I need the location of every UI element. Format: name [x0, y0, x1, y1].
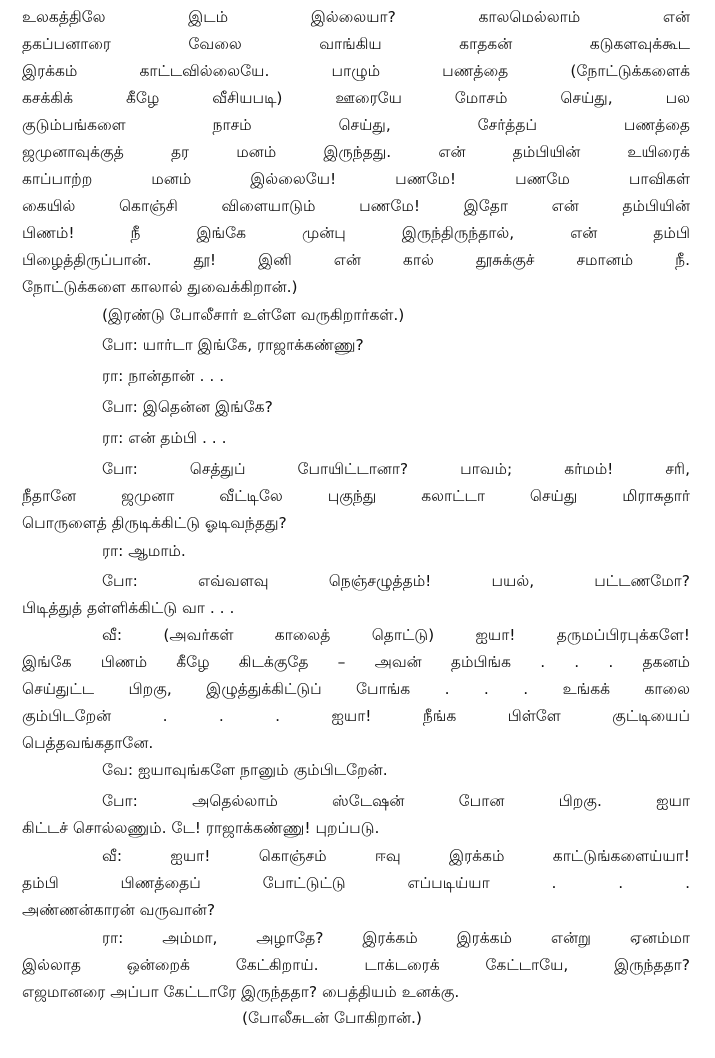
dialogue-paragraph: [22, 788, 690, 842]
text-line: பெத்தவங்கதானே.: [22, 734, 154, 752]
text-line: உலகத்திலே இடம் இல்லையா? காலமெல்லாம் என்: [22, 8, 690, 26]
text-line: நோட்டுக்களை காலால் துவைக்கிறான்.): [22, 278, 298, 296]
text-line: இல்லாத ஒன்றைக் கேட்கிறாய். டாக்டரைக் கேட்டாயே, இருந்ததா?: [22, 956, 690, 974]
text-line: கசக்கிக் கீழே வீசியபடி) ஊரையே மோசம் செய்து, பல: [22, 89, 690, 107]
stage-direction: [22, 1005, 690, 1032]
stage-direction: [22, 302, 690, 329]
text-line: வே: ஐயாவுங்களே நானும் கும்பிடறேன்.: [102, 761, 388, 779]
text-line: ரா: ஆமாம்.: [102, 542, 186, 560]
text-line: குடும்பங்களை நாசம் செய்து, சேர்த்தப் பணத்தை: [22, 116, 690, 134]
dialogue-line: [22, 425, 690, 452]
dialogue-line: [22, 757, 690, 784]
text-line: ரா: நான்தான் . . .: [102, 367, 225, 385]
text-line: கிட்டச் சொல்லணும். டே! ராஜாக்கண்ணு! புறப்படு.: [22, 819, 380, 837]
text-line: எஜமானரை அப்பா கேட்டாரே இருந்ததா? பைத்தியம் உனக்கு.: [22, 983, 460, 1001]
text-line: இங்கே பிணம் கீழே கிடக்குதே – அவன் தம்பிங்க . . . தகனம்: [22, 653, 690, 671]
text-line: போ: யார்டா இங்கே, ராஜாக்கண்ணு?: [102, 336, 364, 354]
text-line: பிழைத்திருப்பான். தூ! இனி என் கால் தூசுக்குச் சமானம் நீ.: [22, 251, 690, 269]
dialogue-paragraph: [22, 925, 690, 1006]
dialogue-paragraph: [22, 843, 690, 924]
text-line: பிடித்துத் தள்ளிக்கிட்டு வா . . .: [22, 599, 235, 617]
text-line: பிணம்! நீ இங்கே முன்பு இருந்திருந்தால், என் தம்பி: [22, 224, 690, 242]
text-line: செய்துட்ட பிறகு, இழுத்துக்கிட்டுப் போங்க . . . உங்கக் காலை: [22, 680, 690, 698]
text-line: போ: இதென்ன இங்கே?: [102, 398, 273, 416]
dialogue-line: [22, 538, 690, 565]
text-line: தகப்பனாரை வேலை வாங்கிய காதகன் கடுகளவுக்கூட: [22, 35, 690, 53]
text-line: காப்பாற்ற மனம் இல்லையே! பணமே! பணமே பாவிகள்: [22, 170, 690, 188]
text-line: போ: எவ்வளவு நெஞ்சழுத்தம்! பயல், பட்டணமோ?: [102, 572, 690, 590]
dialogue-paragraph: [22, 622, 690, 757]
dialogue-line: [22, 363, 690, 390]
text-line: கும்பிடறேன் . . . ஐயா! நீங்க பிள்ளே குட்டியைப்: [22, 707, 690, 725]
text-line: ஜமுனாவுக்குத் தர மனம் இருந்தது. என் தம்பியின் உயிரைக்: [22, 143, 690, 161]
dialogue-line: [22, 394, 690, 421]
text-line: தம்பி பிணத்தைப் போட்டுட்டு எப்படிய்யா . . .: [22, 874, 690, 892]
text-line: வீ: ஐயா! கொஞ்சம் ஈவு இரக்கம் காட்டுங்களைய்யா!: [102, 847, 690, 865]
text-line: வீ: (அவர்கள் காலைத் தொட்டு) ஐயா! தருமப்பிரபுக்களே!: [102, 626, 690, 644]
text-line: கையில் கொஞ்சி விளையாடும் பணமே! இதோ என் தம்பியின்: [22, 197, 690, 215]
text-line: இரக்கம் காட்டவில்லையே. பாழும் பணத்தை (நோட்டுக்களைக்: [22, 62, 690, 80]
monologue-paragraph: [22, 4, 690, 301]
text-line: (இரண்டு போலீசார் உள்ளே வருகிறார்கள்.): [102, 306, 405, 324]
dialogue-paragraph: [22, 456, 690, 537]
text-line: போ: அதெல்லாம் ஸ்டேஷன் போன பிறகு. ஐயா: [102, 792, 690, 810]
dialogue-line: [22, 332, 690, 359]
text-line: ரா: என் தம்பி . . .: [102, 429, 227, 447]
text-line: அண்ணன்காரன் வருவான்?: [22, 901, 216, 919]
text-line: போ: செத்துப் போயிட்டானா? பாவம்; கர்மம்! சரி,: [102, 460, 690, 478]
dialogue-paragraph: [22, 568, 690, 622]
text-line: நீதானே ஜமுனா வீட்டிலே புகுந்து கலாட்டா செய்து மிராசுதார்: [22, 487, 690, 505]
text-line: பொருளைத் திருடிக்கிட்டு ஓடிவந்தது?: [22, 514, 287, 532]
text-line: ரா: அம்மா, அழாதே? இரக்கம் இரக்கம் என்று ஏனம்மா: [102, 929, 690, 947]
text-line: (போலீசுடன் போகிறான்.): [242, 1009, 422, 1027]
